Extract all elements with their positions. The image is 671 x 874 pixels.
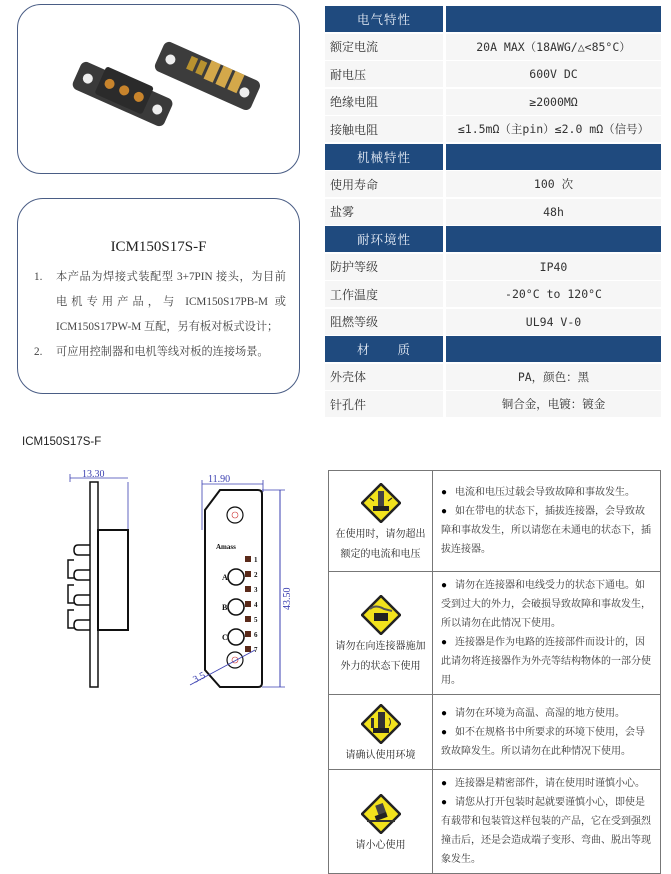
section-header-environmental: 耐环境性 [325,226,661,252]
item-text: 可应用控制器和电机等线对板的连接场景。 [56,346,269,358]
front-view [190,480,285,687]
dim-side-width: 13.30 [82,470,105,480]
spec-row: 工作温度 -20°C to 120°C [325,281,661,307]
warning-bullet: ● 连接器是作为电路的连接部件而设计的，因此请勿将连接器作为外壳等结构物体的一部分使用。 [441,637,651,686]
item-text: 本产品为焊接式装配型 3+7PIN 接头，为目前电机专用产品，与 ICM150S17PB-M 或 ICM150S17PW-M 互配，另有板对板式设计； [56,271,286,333]
handle-with-care-warning-icon [361,794,401,834]
spec-row: 阻燃等级 UL94 V-0 [325,309,661,335]
external-force-warning-icon [361,595,401,635]
warning-bullet: ● 连接器是精密部件，请在使用时谨慎小心。 [441,778,646,789]
spec-row: 耐电压 600V DC [325,61,661,87]
drawing-label: ICM150S17S-F [22,436,102,448]
svg-text:6: 6 [254,631,258,639]
environment-warning-icon [361,704,401,744]
side-view [68,474,128,687]
warning-bullet: ● 如不在规格书中所要求的环境下使用，会导致故障发生。所以请勿在此种情况下使用。 [441,726,646,757]
product-title: ICM150S17S-F [110,239,207,255]
warning-bullet: ● 请勿在连接器和电线受力的状态下通电。如受到过大的外力，会破损导致故障和事故发生，所以请勿在此情况下使用。 [441,580,651,629]
spec-row: 绝缘电阻 ≥2000MΩ [325,89,661,115]
section-header-electrical: 电气特性 [325,6,661,32]
item-number: 2. [34,346,43,358]
warning-row: 在使用时，请勿超出 额定的电流和电压 ● 电流和电压过载会导致故障和事故发生。 ● 如在带电的状态下，插拔连接器，会导致故障和事故发生，所以请您在未通电的状态下，插拔连接器。 [329,471,661,572]
description-item [34,340,286,365]
electric-overload-warning-icon [361,483,401,523]
spec-row: 盐雾 48h [325,199,661,225]
spec-row: 接触电阻 ≤1.5mΩ（主pin）≤2.0 mΩ（信号） [325,116,661,142]
warning-bullet: ● 请您从打开包装时起就要谨慎小心，即使是有载带和包装管这样包装的产品，它在受到强烈撞击后，还是会造成端子变形、弯曲、脱出等现象发生。 [441,797,651,865]
warning-bullet: ● 请勿在环境为高温、高湿的地方使用。 [441,707,626,719]
svg-text:4: 4 [254,601,258,609]
dim-hole: 3.5 [191,670,208,686]
product-photo-card [17,4,300,174]
description-list [34,265,286,365]
warning-bullet: ● 电流和电压过载会导致故障和事故发生。 [441,487,636,498]
svg-text:1: 1 [254,556,258,564]
dim-height: 43.50 [282,587,293,610]
spec-row: 额定电流 20A MAX（18AWG/△<85°C） [325,34,661,60]
svg-text:C: C [222,633,228,642]
svg-text:5: 5 [254,616,258,624]
spec-row: 针孔件 铜合金，电镀：镀金 [325,391,661,417]
svg-text:B: B [222,603,228,612]
svg-text:A: A [222,573,228,582]
warning-bullet: ● 如在带电的状态下，插拔连接器，会导致故障和事故发生，所以请您在未通电的状态下，插拔连接器。 [441,506,651,555]
description-item [34,265,286,340]
section-header-material: 材 质 [325,336,661,362]
description-card [17,198,300,394]
spec-row: 使用寿命 100 次 [325,171,661,197]
section-header-mechanical: 机械特性 [325,144,661,170]
svg-text:2: 2 [254,571,258,579]
dim-front-width: 11.90 [208,474,231,485]
spec-row: 防护等级 IP40 [325,254,661,280]
svg-text:7: 7 [254,646,258,654]
item-number: 1. [34,271,43,283]
warning-row: 请小心使用 ● 连接器是精密部件，请在使用时谨慎小心。 ● 请您从打开包装时起就要谨慎小心，即使是有载带和包装管这样包装的产品，它在受到强烈撞击后，还是会造成端子变形、弯曲、脱出等现象发生。 [329,770,661,874]
dimension-drawing [40,470,310,700]
spec-row: 外壳体 PA，颜色：黑 [325,364,661,390]
svg-text:3: 3 [254,586,258,594]
warning-row: 请确认使用环境 ● 请勿在环境为高温、高湿的地方使用。 ● 如不在规格书中所要求的环境下使用，会导致故障发生。所以请勿在此种情况下使用。 [329,695,661,770]
spec-table [325,6,661,419]
warning-row: 请勿在向连接器施加 外力的状态下使用 ● 请勿在连接器和电线受力的状态下通电。如受到过大的外力，会破损导致故障和事故发生，所以请勿在此情况下使用。 ● 连接器是作为电路的连接部件而设计的，因此请勿将连接器作为外壳等结构物体的一部分使用。 [329,572,661,695]
warnings-table [328,470,661,874]
logo: Amass [216,543,236,551]
connector-photo [58,35,268,145]
